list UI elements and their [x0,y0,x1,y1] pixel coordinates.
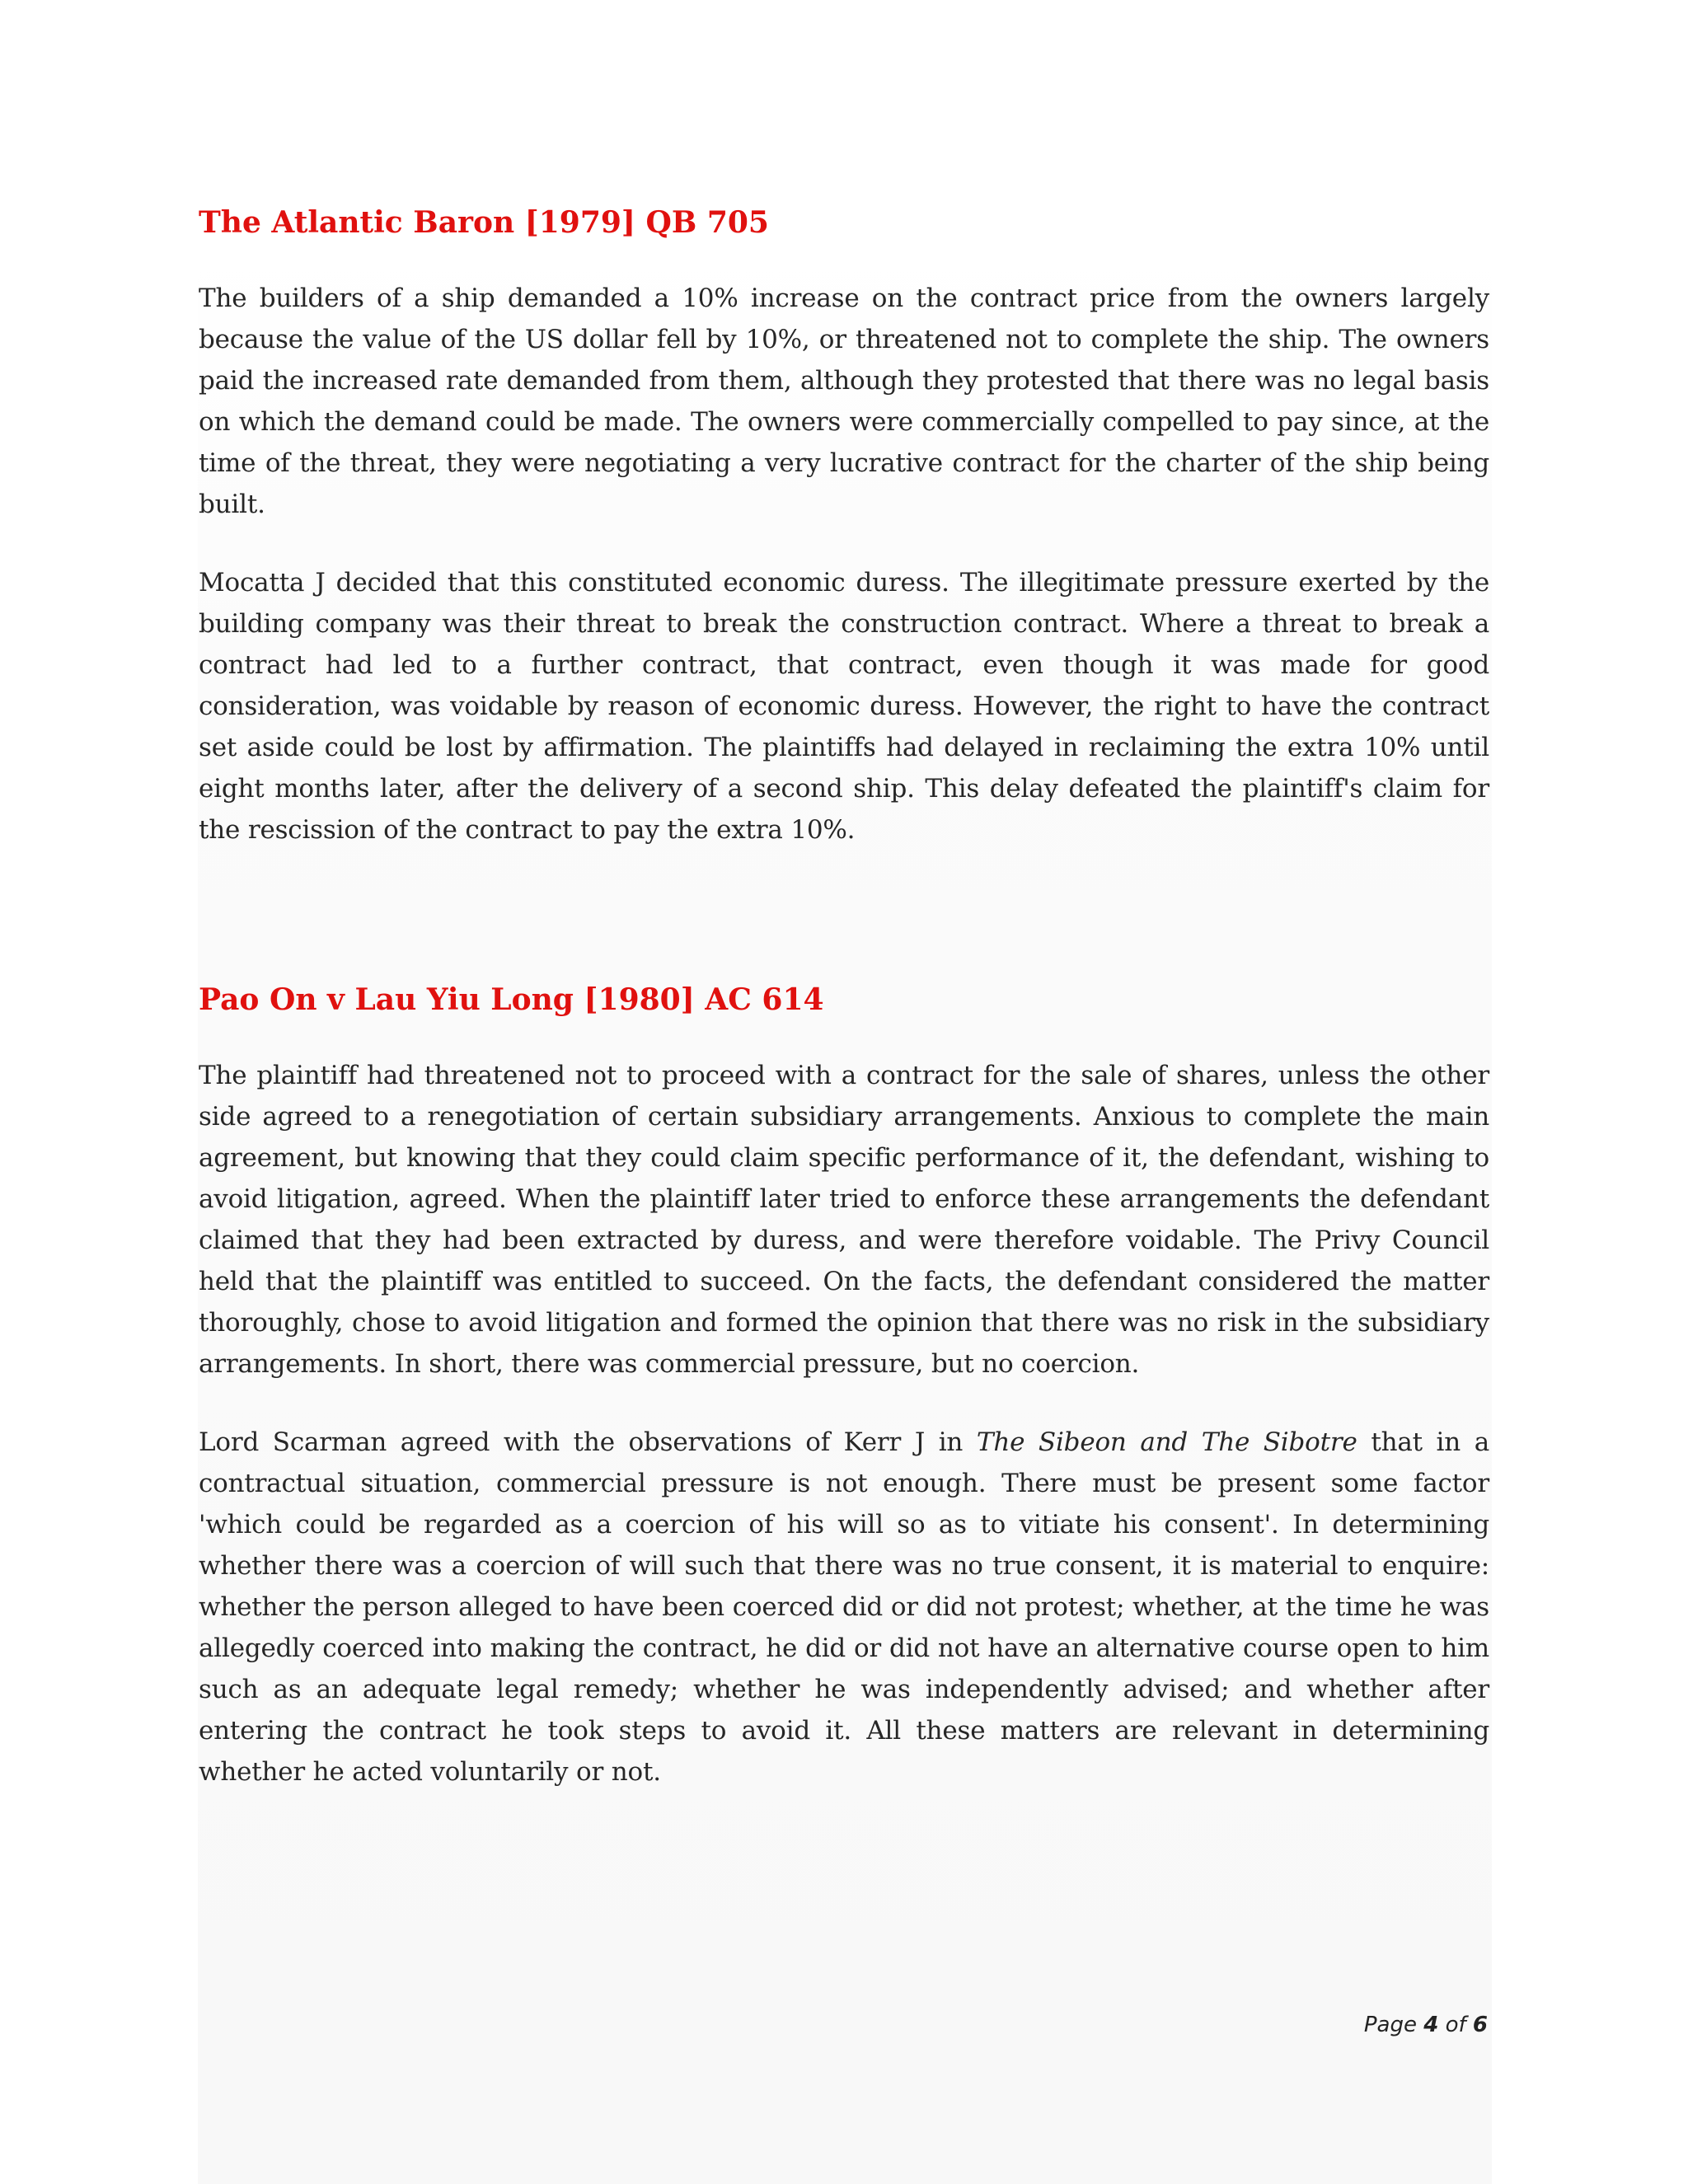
scarman-text-after: that in a contractual situation, commercial pressure is not enough. There must be present some factor 'which could be regarded as a coercion of his will so as to vitiate his consent'. In determining whether there was a coercion of will such that there was no true consent, it is material to enquire: whether the person alleged to have been coerced did or did not protest; whether, at the time he was allegedly coerced into making the contract, he did or did not have an alternative course open to him such as an adequate legal remedy; whether he was independently advised; and whether after entering the contract he took steps to avoid it. All these matters are relevant in determining whether he acted voluntarily or not. [199,1427,1489,1787]
paragraph-pao-on-facts: The plaintiff had threatened not to proceed with a contract for the sale of shares, unless the other side agreed to a renegotiation of certain subsidiary arrangements. Anxious to complete the main agreement, but knowing that they could claim specific performance of it, the defendant, wishing to avoid litigation, agreed. When the plaintiff later tried to enforce these arrangements the defendant claimed that they had been extracted by duress, and were therefore voidable. The Privy Council held that the plaintiff was entitled to succeed. On the facts, the defendant considered the matter thoroughly, chose to avoid litigation and formed the opinion that there was no risk in the subsidiary arrangements. In short, there was commercial pressure, but no coercion. [199,1061,1489,1379]
of-word: of [1445,2013,1466,2037]
page-number-footer [1364,2013,1488,2037]
document-body [199,198,1489,1793]
page-word: Page [1363,2013,1417,2037]
paragraph-atlantic-decision: Mocatta J decided that this constituted economic duress. The illegitimate pressure exerted by the building company was their threat to break the construction contract. Where a threat to break a contract had led to a further contract, that contract, even though it was made for good consideration, was voidable by reason of economic duress. However, the right to have the contract set aside could be lost by affirmation. The plaintiffs had delayed in reclaiming the extra 10% until eight months later, after the delivery of a second ship. This delay defeated the plaintiff's claim for the rescission of the contract to pay the extra 10%. [199,568,1489,845]
paragraph-lord-scarman [199,1422,1489,1793]
case-heading-pao-on: Pao On v Lau Yiu Long [1980] AC 614 [199,982,824,1017]
total-pages-number: 6 [1472,2013,1488,2037]
paragraph-atlantic-facts: The builders of a ship demanded a 10% increase on the contract price from the owners largely because the value of the US dollar fell by 10%, or threatened not to complete the ship. The owners paid the increased rate demanded from them, although they protested that there was no legal basis on which the demand could be made. The owners were commercially compelled to pay since, at the time of the threat, they were negotiating a very lucrative contract for the charter of the ship being built. [199,284,1489,519]
case-name-sibeon-sibotre: The Sibeon and The Sibotre [976,1427,1357,1457]
current-page-number: 4 [1423,2013,1439,2037]
scarman-text-before: Lord Scarman agreed with the observations of Kerr J in [199,1427,977,1457]
case-heading-atlantic-baron: The Atlantic Baron [1979] QB 705 [199,205,769,240]
